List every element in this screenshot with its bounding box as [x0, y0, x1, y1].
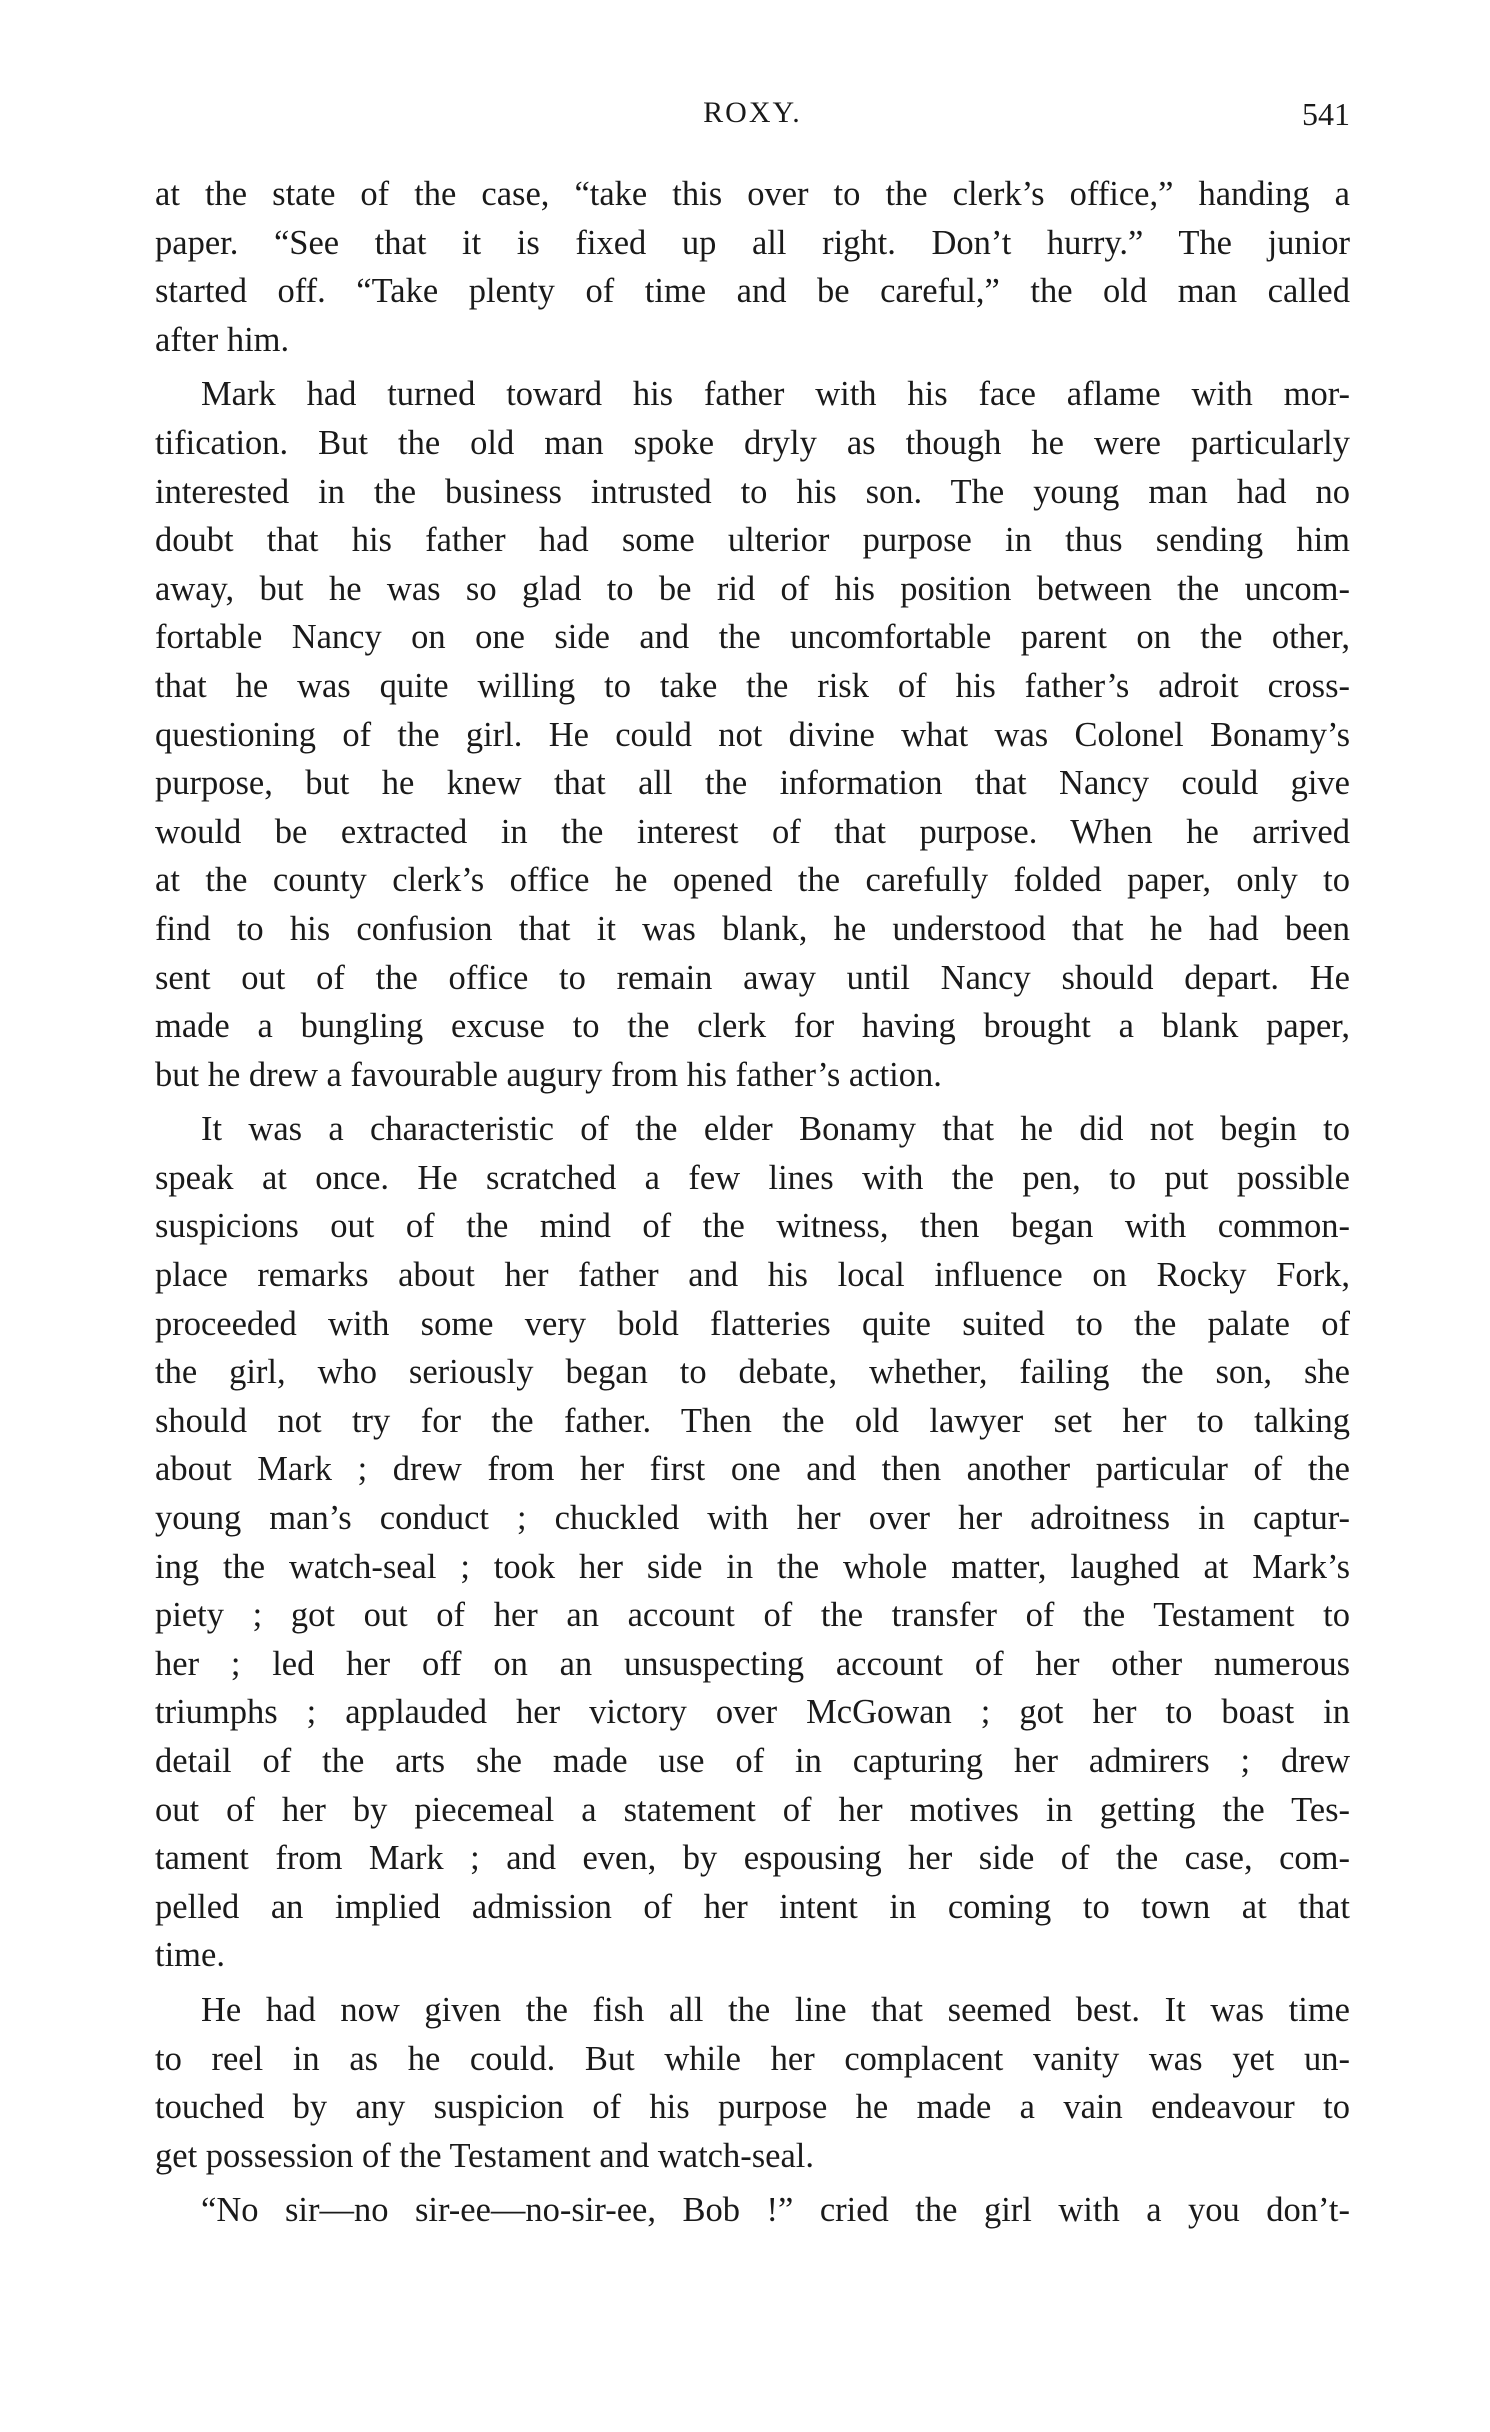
text-line: young man’s conduct ; chuckled with her over her adroitness in captur- — [155, 1499, 1350, 1538]
text-line: at the county clerk’s office he opened the carefully folded paper, only to — [155, 861, 1350, 900]
text-line: away, but he was so glad to be rid of his position between the uncom- — [155, 569, 1350, 608]
text-line: doubt that his father had some ulterior purpose in thus sending him — [155, 521, 1350, 560]
paragraph — [155, 370, 1350, 1099]
running-head — [155, 96, 1350, 136]
text-line: after him. — [155, 320, 290, 359]
text-line: get possession of the Testament and watch-seal. — [155, 2136, 814, 2175]
text-line: interested in the business intrusted to his son. The young man had no — [155, 472, 1350, 511]
text-line: paper. “See that it is fixed up all right. Don’t hurry.” The junior — [155, 223, 1350, 262]
text-line: triumphs ; applauded her victory over McGowan ; got her to boast in — [155, 1693, 1350, 1732]
running-title: ROXY. — [703, 96, 802, 129]
text-line: out of her by piecemeal a statement of her motives in getting the Tes- — [155, 1790, 1350, 1829]
text-line: It was a characteristic of the elder Bonamy that he did not begin to — [201, 1110, 1350, 1149]
paragraph — [155, 170, 1350, 364]
paragraph — [155, 2186, 1350, 2235]
text-line: made a bungling excuse to the clerk for having brought a blank paper, — [155, 1007, 1350, 1046]
page-number: 541 — [1302, 96, 1350, 132]
text-line: speak at once. He scratched a few lines with the pen, to put possible — [155, 1158, 1350, 1197]
text-line: about Mark ; drew from her first one and then another particular of the — [155, 1450, 1350, 1489]
text-line: ing the watch-seal ; took her side in the whole matter, laughed at Mark’s — [155, 1547, 1350, 1586]
text-line: sent out of the office to remain away until Nancy should depart. He — [155, 958, 1350, 997]
text-line: proceeded with some very bold flatteries quite suited to the palate of — [155, 1304, 1350, 1343]
text-line: fortable Nancy on one side and the uncomfortable parent on the other, — [155, 618, 1350, 657]
text-line: Mark had turned toward his father with his face aflame with mor- — [201, 375, 1350, 414]
text-line: detail of the arts she made use of in capturing her admirers ; drew — [155, 1742, 1350, 1780]
text-line: piety ; got out of her an account of the transfer of the Testament to — [155, 1596, 1350, 1635]
text-line: at the state of the case, “take this over to the clerk’s office,” handing a — [155, 175, 1350, 213]
text-line: her ; led her off on an unsuspecting account of her other numerous — [155, 1644, 1350, 1683]
text-line: started off. “Take plenty of time and be careful,” the old man called — [155, 272, 1350, 311]
text-line: questioning of the girl. He could not divine what was Colonel Bonamy’s — [155, 715, 1350, 754]
paragraph — [155, 1986, 1350, 2180]
paragraph — [155, 1105, 1350, 1980]
text-line: would be extracted in the interest of that purpose. When he arrived — [155, 812, 1350, 851]
body-text — [155, 170, 1350, 2235]
text-line: the girl, who seriously began to debate, whether, failing the son, she — [155, 1353, 1350, 1392]
text-line: should not try for the father. Then the old lawyer set her to talking — [155, 1401, 1350, 1440]
text-line: place remarks about her father and his local influence on Rocky Fork, — [155, 1256, 1350, 1295]
text-line: tament from Mark ; and even, by espousing her side of the case, com- — [155, 1839, 1350, 1878]
text-line: He had now given the fish all the line that seemed best. It was time — [201, 1990, 1350, 2029]
text-line: time. — [155, 1936, 225, 1975]
text-line: that he was quite willing to take the risk of his father’s adroit cross- — [155, 666, 1350, 705]
text-line: suspicions out of the mind of the witness, then began with common- — [155, 1207, 1350, 1246]
text-line: to reel in as he could. But while her complacent vanity was yet un- — [155, 2039, 1350, 2078]
text-line: purpose, but he knew that all the information that Nancy could give — [155, 764, 1350, 803]
text-line: but he drew a favourable augury from his father’s action. — [155, 1055, 942, 1094]
text-line: touched by any suspicion of his purpose he made a vain endeavour to — [155, 2088, 1350, 2127]
text-line: “No sir—no sir-ee—no-sir-ee, Bob !” cried the girl with a you don’t- — [201, 2191, 1350, 2230]
text-line: tification. But the old man spoke dryly as though he were particularly — [155, 423, 1350, 462]
text-line: find to his confusion that it was blank, he understood that he had been — [155, 909, 1350, 948]
text-line: pelled an implied admission of her intent in coming to town at that — [155, 1887, 1350, 1926]
